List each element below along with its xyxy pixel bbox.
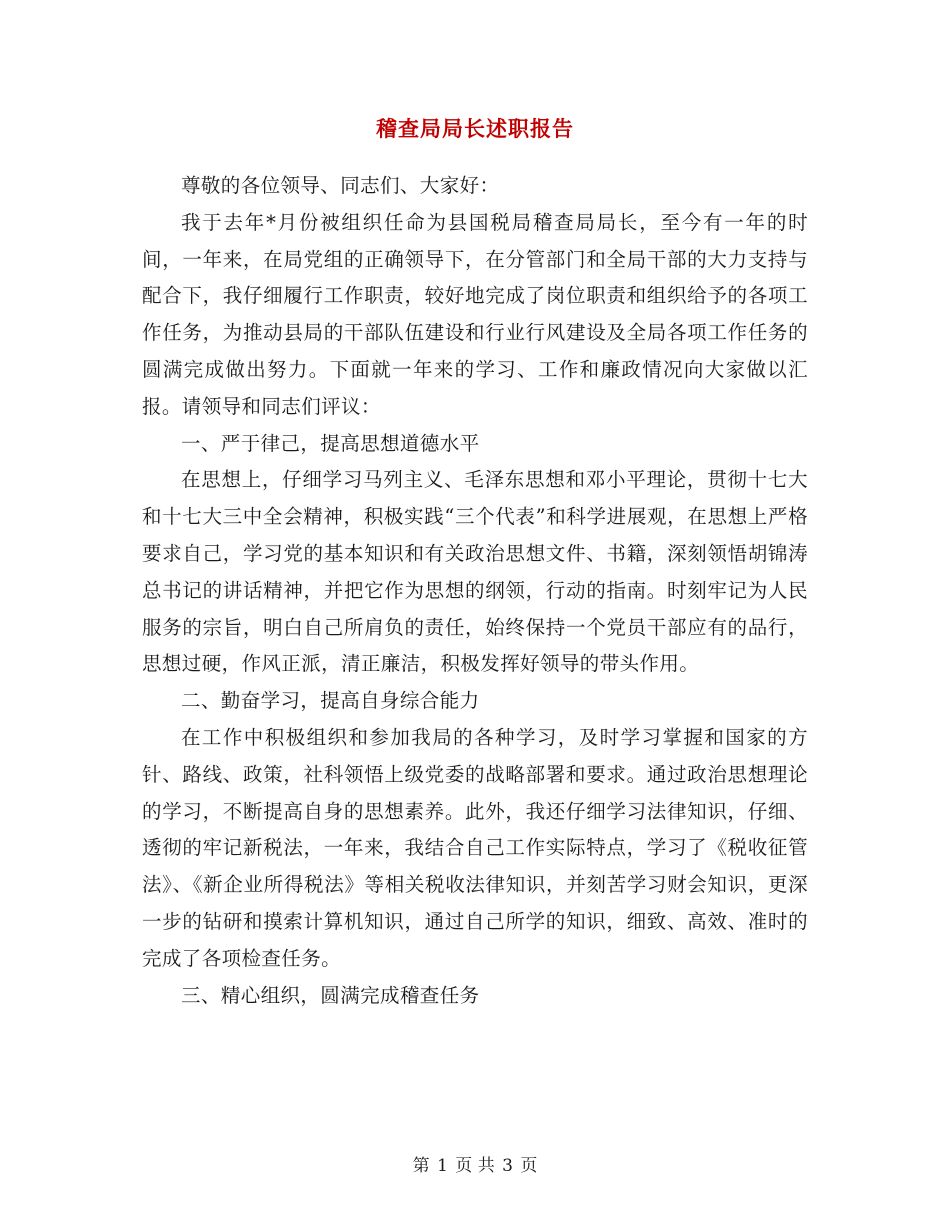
section-2-paragraph: 在工作中积极组织和参加我局的各种学习，及时学习掌握和国家的方针、路线、政策，社科领悟上级党委的战略部署和要求。通过政治思想理论的学习，不断提高自身的思想素养。此外，我还仔细学习法律知识，仔细、透彻的牢记新税法，一年来，我结合自己工作实际特点，学习了《税收征管法》、《新企业所得税法》等相关税收法律知识，并刻苦学习财会知识，更深一步的钻研和摸索计算机知识，通过自己所学的知识，细致、高效、准时的完成了各项检查任务。 bbox=[142, 725, 808, 970]
footer-middle: 页 共 bbox=[455, 1156, 495, 1176]
page-footer bbox=[0, 1154, 950, 1178]
section-1-paragraph: 在思想上，仔细学习马列主义、毛泽东思想和邓小平理论，贯彻十七大和十七大三中全会精神，积极实践“三个代表”和科学进展观，在思想上严格要求自己，学习党的基本知识和有关政治思想文件、书籍，深刻领悟胡锦涛总书记的讲话精神，并把它作为思想的纲领，行动的指南。时刻牢记为人民服务的宗旨，明白自己所肩负的责任，始终保持一个党员干部应有的品行，思想过硬，作风正派，清正廉洁，积极发挥好领导的带头作用。 bbox=[142, 468, 808, 676]
footer-prefix: 第 bbox=[412, 1156, 430, 1176]
footer-current-page: 1 bbox=[437, 1156, 448, 1176]
salutation-paragraph: 尊敬的各位领导、同志们、大家好： bbox=[181, 174, 500, 197]
intro-paragraph: 我于去年*月份被组织任命为县国税局稽查局局长，至今有一年的时间，一年来，在局党组的正确领导下，在分管部门和全局干部的大力支持与配合下，我仔细履行工作职责，较好地完成了岗位职责和组织给予的各项工作任务，为推动县局的干部队伍建设和行业行风建设及全局各项工作任务的圆满完成做出努力。下面就一年来的学习、工作和廉政情况向大家做以汇报。请领导和同志们评议： bbox=[142, 210, 808, 418]
section-heading-2: 二、勤奋学习，提高自身综合能力 bbox=[181, 689, 480, 713]
document-body bbox=[142, 168, 808, 1014]
footer-total-pages: 3 bbox=[502, 1156, 513, 1176]
section-heading-1: 一、严于律己，提高思想道德水平 bbox=[181, 431, 480, 455]
footer-suffix: 页 bbox=[520, 1156, 538, 1176]
document-title: 稽查局局长述职报告 bbox=[376, 116, 574, 141]
section-heading-3: 三、精心组织，圆满完成稽查任务 bbox=[181, 983, 480, 1007]
